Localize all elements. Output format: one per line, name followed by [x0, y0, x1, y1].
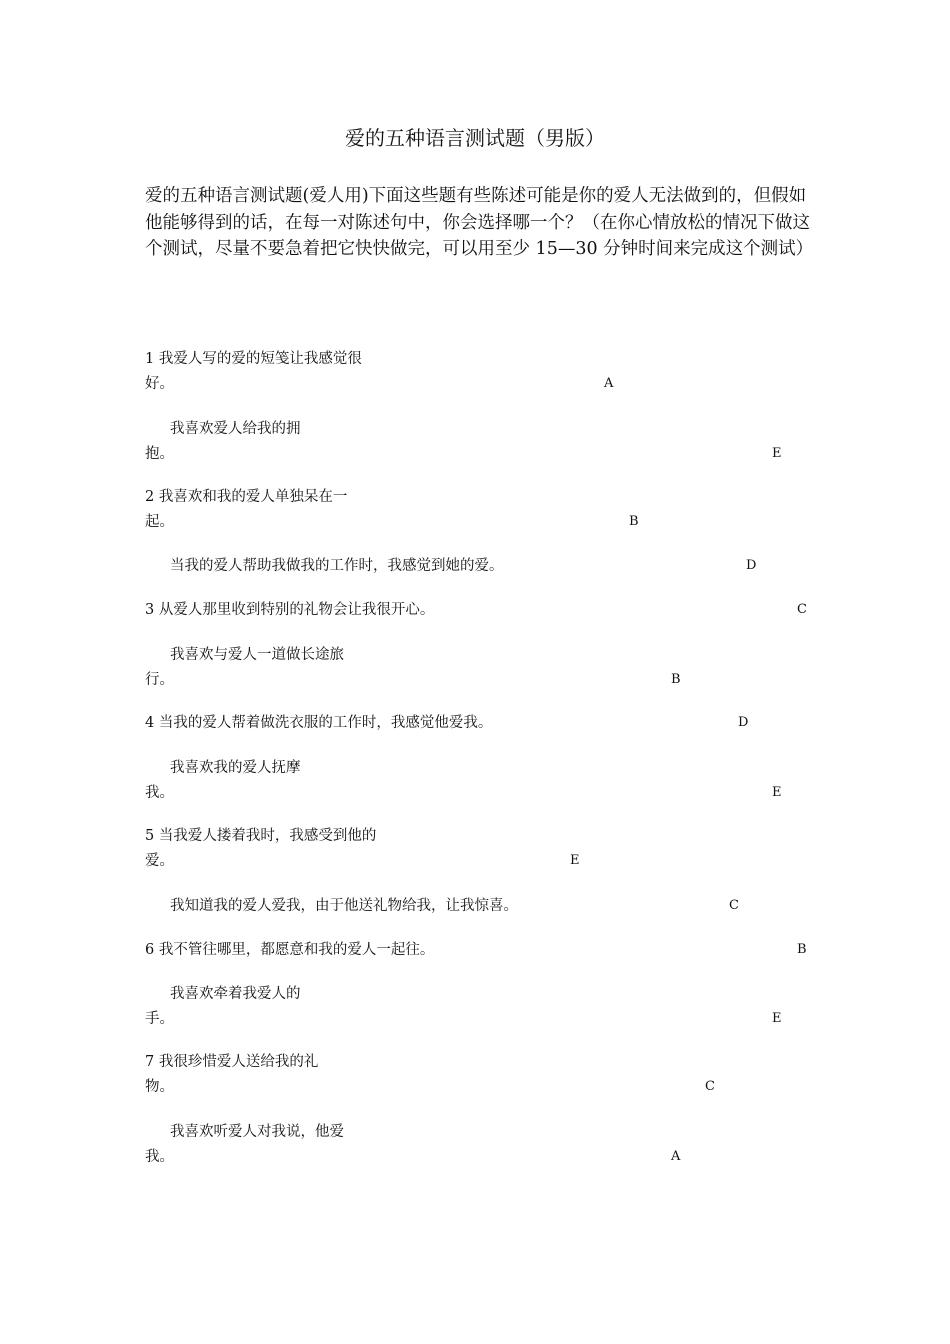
answer-letter: C [705, 1079, 715, 1094]
statement-line: 我喜欢牵着我爱人的 [170, 986, 301, 1002]
answer-letter: D [746, 558, 757, 573]
statement-line-cont: 我。 [145, 1149, 174, 1165]
statement-line-cont: 我。 [145, 785, 174, 801]
statement-line: 2 我喜欢和我的爱人单独呆在一 [145, 489, 348, 505]
answer-letter: A [671, 1149, 681, 1164]
statement-line-cont: 起。 [145, 514, 174, 530]
statement-line: 我喜欢听爱人对我说，他爱 [170, 1124, 344, 1140]
answer-letter: E [570, 853, 580, 868]
statement-line: 7 我很珍惜爱人送给我的礼 [145, 1054, 319, 1070]
answer-letter: A [604, 376, 614, 391]
statement-line-cont: 抱。 [145, 446, 174, 462]
answer-letter: B [671, 672, 681, 687]
answer-letter: E [772, 446, 782, 461]
answer-letter: B [629, 514, 639, 529]
statement-line: 1 我爱人写的爱的短笺让我感觉很 [145, 351, 362, 367]
statement-line-cont: 好。 [145, 376, 174, 392]
document-title: 爱的五种语言测试题（男版） [345, 126, 605, 150]
statement-line: 6 我不管往哪里，都愿意和我的爱人一起往。 [145, 942, 435, 958]
answer-letter: E [772, 1011, 782, 1026]
statement-line-cont: 行。 [145, 672, 174, 688]
statement-line-cont: 物。 [145, 1079, 174, 1095]
statement-line: 5 当我爱人搂着我时，我感受到他的 [145, 828, 377, 844]
answer-letter: C [797, 602, 807, 617]
answer-letter: D [738, 715, 749, 730]
statement-line: 4 当我的爱人帮着做洗衣服的工作时，我感觉他爱我。 [145, 715, 493, 731]
statement-line: 当我的爱人帮助我做我的工作时，我感觉到她的爱。 [170, 558, 504, 574]
answer-letter: B [797, 942, 807, 957]
statement-line: 我喜欢与爱人一道做长途旅 [170, 647, 344, 663]
statement-line: 我喜欢爱人给我的拥 [170, 421, 301, 437]
statement-line-cont: 手。 [145, 1011, 174, 1027]
statement-line: 我知道我的爱人爱我，由于他送礼物给我，让我惊喜。 [170, 898, 518, 914]
statement-line: 我喜欢我的爱人抚摩 [170, 760, 301, 776]
answer-letter: E [772, 785, 782, 800]
statement-line-cont: 爱。 [145, 853, 174, 869]
statement-line: 3 从爱人那里收到特别的礼物会让我很开心。 [145, 602, 435, 618]
intro-paragraph: 爱的五种语言测试题(爱人用)下面这些题有些陈述可能是你的爱人无法做到的，但假如他能够得到的话，在每一对陈述句中，你会选择哪一个？（在你心情放松的情况下做这个测试，尽量不要急着把它快快做完，可以用至少 15—30 分钟时间来完成这个测试） [145, 186, 814, 259]
answer-letter: C [729, 898, 739, 913]
